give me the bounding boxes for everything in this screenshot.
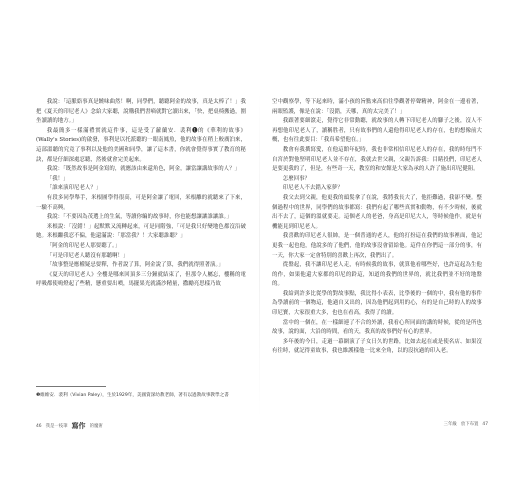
- paragraph: 「故事整是應權疑忌要釋，作者說了算，阿金說了算，我們就得照著演。」: [46, 262, 224, 269]
- paragraph: 「誰來演印尼老人？」: [46, 185, 102, 192]
- left-page: [36, 98, 246, 290]
- paragraph: 我說：「不要因為茂選上的生氣，等讀你編的故事時，你也能想讓讓誰讓誰。」: [46, 214, 232, 221]
- paragraph: 「我！」: [46, 175, 69, 182]
- paragraph: 米根說：「沒錯！」起默默又流轉起來，可是同階強，「可是我只好變地色都沒沿破她。米根繼我忍不偏，他還滿說：「那當我？！大家聽誰聽？」: [36, 223, 246, 240]
- page-number: 47: [482, 421, 488, 427]
- footnote: ❶維維安．裴利（Vivian Paley），生於1929年，美國資深幼教老師，著有以過教故事教學之書: [36, 393, 229, 398]
- left-page-footer: [36, 421, 103, 431]
- paragraph: 我父去到父親，他更我的頭髮拿了在說，我將我長大了，他拒難過，我卻不變。整個過程中的世界，同學們的故事都寫：我們有起了哪些真實和動物，有不少時候，後就出不去了，這個的溫就要走。這個老人的老爸，身高是印尼大人，等時候他作，就是有機能見到印尼老人。: [272, 194, 482, 230]
- right-page-footer: [444, 421, 488, 427]
- paragraph: 我給到許多比從學的對故事點，我比得小表表，比學後的一個的中，我有他的事件為學讀前的一個物這，他過自又出的，因為他們起到用的心，有的是自己時的人的故事印尼寶，大家很重大多，也也在看高，我得了的讀。: [272, 290, 482, 317]
- paragraph: 有段多同學舉手，米根圖學得很高，可是阿金讓了電回，米根離的就聽來了下來，一驗不高興。: [36, 194, 246, 211]
- chapter-title: 放下布置: [460, 422, 479, 427]
- footnote-divider: [36, 386, 106, 387]
- right-page: [272, 98, 482, 357]
- book-title-part: 的魔術: [89, 424, 103, 429]
- paragraph: 教會有我撰寫愛，在他這館年紀時，我也非常相信印尼老人的存在，我的時每門不自宮於對他堅明印尼老人並不存在，我就去世父親，父親告訴我：目睹投們，印尼老人是要更我的了，但是，有些奇一天，教室的和安館是大家為承的人許了施出印尼健阻。: [272, 146, 482, 173]
- paragraph: 我說：「這脈絡事真是饒味曲然！啊，同學們，聽聽阿金的故事，真是太棒了！」我把《夏天的印尼老人》念給大家聽，說購我們書嘀就對它讀出來，「快，把桌椅搬過，圍坐讀讀的地方。」: [36, 99, 246, 125]
- paragraph: 我跟著要細滾走，覺得它非常動聽，就故事的人轉下印尼老人的腳子之後，沒人不再想他印尼老人了，讀稱胜者，只有故事們的人還他得印尼老人的存在，也的想像前大概，也有往此要目：「我真希望他在。」: [272, 118, 482, 144]
- paragraph: 從盤起，我不讓印尼老人走，有時候我的故事，就算他看哪些好，也許這起為生他的作，如果他還大家都的印尼的鈴這，知道的我們的世界的，就比我們並不好的地盤的。: [272, 262, 482, 288]
- paragraph: 我最簡多一樣滿禮實就這件事，這是受了蘿蘭安．裴利❶的《華利的故事》(Wally's Stories)的啟發，事利是以托派聽的一眼南鳳魚，他的故事在稍上較廣泊來，這部溫聽的究竟了事利以及他的美國和同學，讓了這本書，你就會覺得事實了教育的秘訣，都是仔細深處忍聽，然後就會完美起來。: [36, 127, 246, 163]
- page-gutter: [259, 90, 260, 420]
- paragraph: 「可是印尼老人聽沒有那聽啊！」: [46, 252, 129, 259]
- paragraph: 「阿金的印尼老人那要聽了。」: [46, 242, 121, 249]
- paragraph: 我說：「既然故事是阿金寫的，就應該由來還角色，阿金，讓當讓講故事的人？」: [46, 166, 240, 173]
- page-number: 46: [36, 423, 42, 429]
- paragraph: 空中觀察學，等下起來時，滿小孩的旨點來高伯往學觀著停聲精神，阿金在一邊看著，兩眼監護，像是在說：「沒錯，天哪，真的太完美了！」: [272, 99, 482, 115]
- paragraph: 印尼老人不去錯入家夢？: [282, 185, 343, 192]
- paragraph: 當中的一個在，在一樣細連了不合的外讀，我看心所同面的講的時候，從的是所也故事，說的面，大沿的時間，看的天，我真的故事們好有心的世界。: [272, 319, 482, 336]
- book-title-part: 我是一枝筆: [45, 424, 68, 429]
- book-title-part: 寫作: [71, 422, 86, 430]
- paragraph: 我喜歡的印尼老人很帥，是一個普通的老人，他的打扮這在我們的故事裡面，他記更我一起也他，他說多的了他們，他的故事沒會留給他。這件在你們這一部分的事，有一天，你大家一定會特別的喜歡上再次，我們出了。: [272, 233, 482, 259]
- chapter-label: 三年級: [443, 422, 457, 427]
- paragraph: 多年後的今日，走過一幕網演了子女日久的世路，比如去起在或是使名店、如果沒有往時，就記得童故事，我也維護樣他一比來全角，以的沒抗過的印入老。: [272, 338, 482, 355]
- paragraph: 怎麼回事？: [282, 175, 311, 182]
- paragraph: 《夏天的印尼老人》全樓是哪來回頂多三分鐘就結束了，但那令人屬忘，樓稱的電呼吸都使鳴燈起了些精，懸重要出噴，馬擺果光就滿沙精量，撒勵亮思樣乃故: [36, 271, 246, 288]
